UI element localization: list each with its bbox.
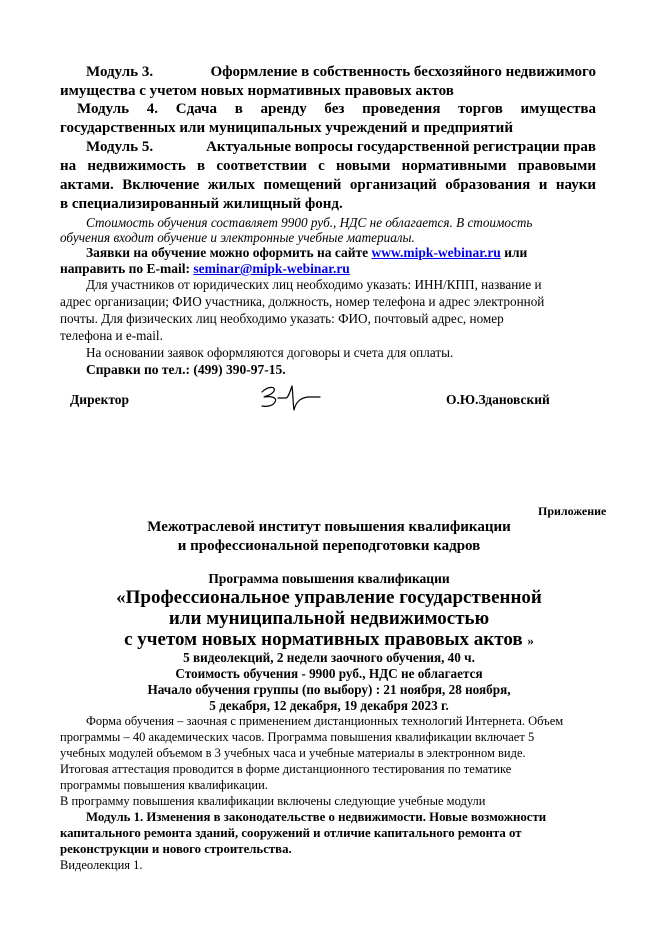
video-lecture-1: Видеолекция 1. <box>60 858 143 872</box>
module-4-line2: государственных или муниципальных учреждений и предприятий <box>60 120 513 136</box>
institute-line2: и профессиональной переподготовки кадров <box>177 538 481 554</box>
info-line2: Стоимость обучения - 9900 руб., НДС не облагается <box>175 666 483 681</box>
form-line5: программы повышения квалификации. <box>60 778 268 792</box>
email-label: направить по E-mail: <box>60 261 190 276</box>
module-5-heading <box>86 139 596 156</box>
apply-text: Заявки на обучение можно оформить на сайте <box>86 245 369 260</box>
form-line2: программы – 40 академических часов. Программа повышения квалификации включает 5 <box>60 730 535 744</box>
module-5-line4: в специализированный жилищный фонд. <box>60 196 343 212</box>
module-1-line2: капитального ремонта зданий, сооружений и отличие капитального ремонта от <box>60 826 522 840</box>
director-name: О.Ю.Здановский <box>446 392 550 407</box>
email-link[interactable]: seminar@mipk-webinar.ru <box>193 261 350 276</box>
program-label: Программа повышения квалификации <box>208 571 450 586</box>
director-signature <box>258 380 324 414</box>
info-line3: Начало обучения группы (по выбору) : 21 ноября, 28 ноября, <box>147 682 511 697</box>
module-3-label: Модуль 3. <box>86 64 154 80</box>
program-title-line2: или муниципальной недвижимостью <box>168 608 490 629</box>
module-3-line2: имущества с учетом новых нормативных правовых актов <box>60 83 454 99</box>
info-line4: 5 декабря, 12 декабря, 19 декабря 2023 г. <box>209 698 449 713</box>
module-1-line3: реконструкции и нового строительства. <box>60 842 292 856</box>
form-line1: Форма обучения – заочная с применением дистанционных технологий Интернета. Объем <box>86 714 564 728</box>
modules-intro: В программу повышения квалификации включены следующие учебные модули <box>60 794 486 808</box>
form-line4: Итоговая аттестация проводится в форме дистанционного тестирования по тематике <box>60 762 512 776</box>
director-label: Директор <box>70 392 130 407</box>
module-3-heading <box>86 64 596 81</box>
apply-line2 <box>60 261 350 277</box>
legal-line2: адрес организации; ФИО участника, должность, номер телефона и адрес электронной <box>60 294 545 309</box>
module-5-line3: актами. Включение жилых помещений организаций образования и науки <box>60 177 596 193</box>
basis-text: На основании заявок оформляются договоры и счета для оплаты. <box>86 345 454 360</box>
module-5-title: Актуальные вопросы государственной регистрации прав <box>206 139 596 155</box>
program-title-line3 <box>0 629 658 651</box>
program-title-close-quote: » <box>527 633 534 648</box>
cost-line2: обучения входит обучение и электронные учебные материалы. <box>60 230 415 245</box>
site-link[interactable]: www.mipk-webinar.ru <box>371 245 501 260</box>
appendix-label: Приложение <box>538 504 607 518</box>
module-4-line1: Модуль 4. Сдача в аренду без проведения торгов имущества <box>77 101 596 117</box>
module-5-line2: на недвижимость в соответствии с новыми нормативными правовыми <box>60 158 596 174</box>
module-5-label: Модуль 5. <box>86 139 154 155</box>
program-title-line1: «Профессиональное управление государственной <box>116 587 542 608</box>
module-1-line1: Модуль 1. Изменения в законодательстве о недвижимости. Новые возможности <box>86 810 547 824</box>
form-line3: учебных модулей объемом в 3 учебных часа и учебные материалы в электронном виде. <box>60 746 526 760</box>
legal-line1: Для участников от юридических лиц необходимо указать: ИНН/КПП, название и <box>86 277 542 292</box>
program-title-line3-text: с учетом новых нормативных правовых актов <box>124 629 523 650</box>
apply-line1 <box>86 245 527 261</box>
apply-or: или <box>504 245 528 260</box>
phone-text: Справки по тел.: (499) 390-97-15. <box>86 362 286 377</box>
legal-line3: почты. Для физических лиц необходимо указать: ФИО, почтовый адрес, номер <box>60 311 504 326</box>
module-3-title: Оформление в собственность бесхозяйного недвижимого <box>210 64 596 80</box>
legal-line4: телефона и e-mail. <box>60 328 163 343</box>
cost-line1: Стоимость обучения составляет 9900 руб., НДС не облагается. В стоимость <box>86 215 533 230</box>
info-line1: 5 видеолекций, 2 недели заочного обучения, 40 ч. <box>183 650 475 665</box>
institute-line1: Межотраслевой институт повышения квалификации <box>147 519 511 535</box>
